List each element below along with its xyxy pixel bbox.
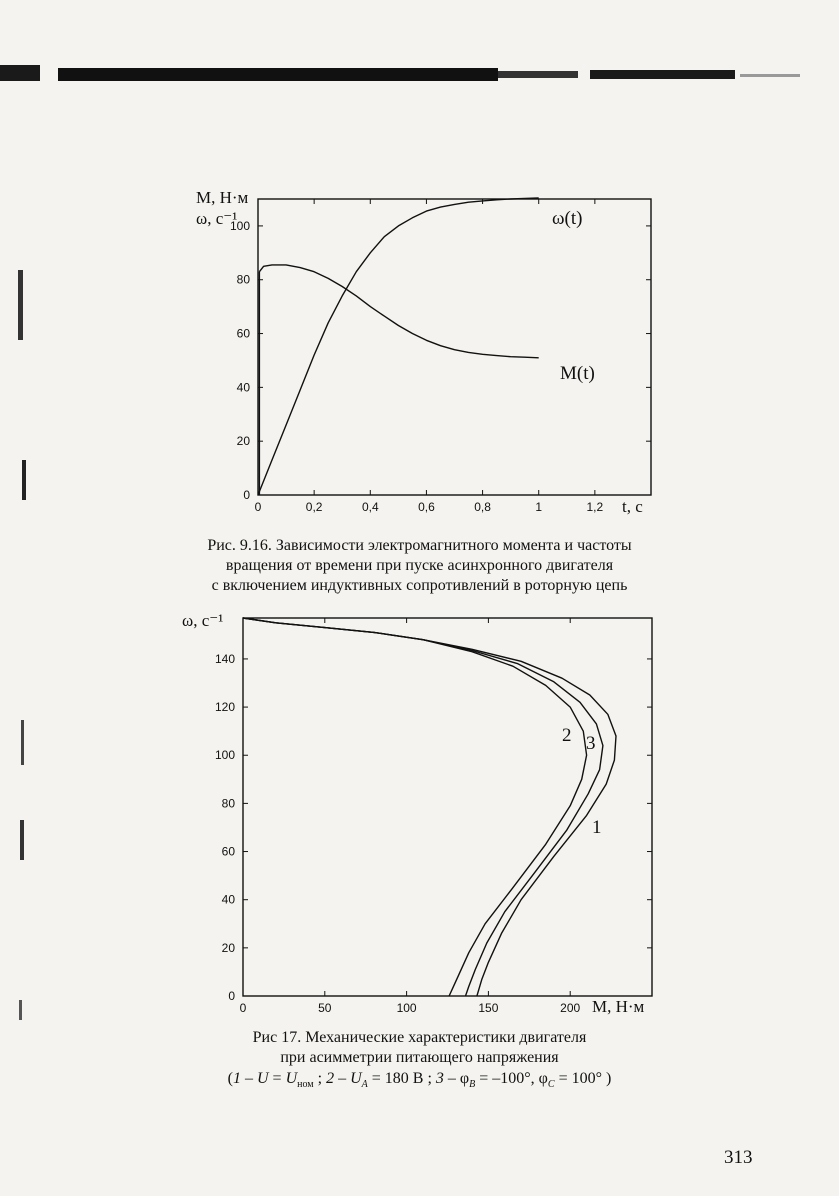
figure-1-y-axis-label-2: ω, с⁻¹ xyxy=(196,209,238,228)
figure-2-chart xyxy=(182,611,652,1016)
fig2-y-tick-label: 140 xyxy=(214,651,235,666)
fig2-y-tick-label: 100 xyxy=(214,748,235,763)
figure-2-caption-line-3: ($1 - U = U_{ном}$ ; $2 - U_A = 180$ В ; $3 - \varphi_B = -100^\circ$, $\varphi_C = 100^\circ$ ) xyxy=(227,1070,612,1091)
fig1-y-tick-label: 60 xyxy=(236,326,250,341)
fig1-series-line-1 xyxy=(258,198,539,495)
fig2-series-line-1 xyxy=(243,618,616,996)
fig2-series-line-2 xyxy=(243,618,587,996)
figure-1-caption-line-2: вращения от времени при пуске асинхронного двигателя xyxy=(225,557,614,574)
fig1-x-tick-label: 0,8 xyxy=(474,500,491,514)
figure-1-series xyxy=(258,198,539,495)
figure-2-y-axis-label: ω, с⁻¹ xyxy=(182,611,224,630)
figure-1-x-tick-labels xyxy=(255,500,604,514)
fig1-y-tick-label: 0 xyxy=(243,488,250,502)
fig2-y-tick-label: 0 xyxy=(228,989,235,1003)
figure-2-plot-frame xyxy=(243,618,652,996)
fig2-y-tick-label: 40 xyxy=(221,892,235,907)
fig1-x-tick-label: 1 xyxy=(535,500,543,514)
fig2-y-tick-label: 80 xyxy=(221,796,235,811)
fig2-y-tick-label: 20 xyxy=(221,940,235,955)
fig1-x-tick-label: 0,6 xyxy=(418,500,435,514)
figure-1-caption-line-1: Рис. 9.16. Зависимости электромагнитного момента и частоты xyxy=(207,537,632,554)
figure-1-y-tick-labels xyxy=(230,219,250,502)
figure-1-caption-line-3: с включением индуктивных сопротивлений в роторную цепь xyxy=(211,577,628,594)
fig1-y-tick-label: 100 xyxy=(229,218,250,233)
fig1-series-line-2 xyxy=(259,265,538,358)
fig1-y-tick-label: 80 xyxy=(236,272,250,287)
fig2-x-tick-label: 200 xyxy=(560,1001,581,1015)
figure-2-curve-label-1: 1 xyxy=(592,817,602,838)
figure-2-ticks xyxy=(243,618,652,996)
fig1-x-tick-label: 0,4 xyxy=(361,500,379,514)
figure-1-curve-label-omega: ω(t) xyxy=(552,208,583,229)
figure-2-curve-label-2: 2 xyxy=(562,725,572,746)
fig1-y-tick-label: 20 xyxy=(236,434,250,449)
figure-2-x-tick-labels xyxy=(240,1001,581,1015)
fig1-y-tick-label: 40 xyxy=(236,380,250,395)
page-number: 313 xyxy=(724,1147,753,1168)
figure-2-y-tick-labels xyxy=(215,652,235,1003)
fig2-x-tick-label: 0 xyxy=(239,1001,247,1015)
figure-1-x-axis-label: t, с xyxy=(622,497,643,516)
fig2-y-tick-label: 60 xyxy=(221,844,235,859)
figure-1-curve-label-moment: M(t) xyxy=(560,363,595,384)
figure-2-series xyxy=(243,618,616,996)
fig2-y-tick-label: 120 xyxy=(214,700,235,715)
fig2-series-line-3 xyxy=(243,618,603,996)
scan-artifact-left-edge xyxy=(18,270,26,1020)
fig1-x-tick-label: 1,2 xyxy=(586,500,604,514)
fig2-x-tick-label: 150 xyxy=(478,1001,499,1015)
figure-1-chart xyxy=(196,188,651,516)
figure-2-caption-line-2: при асимметрии питающего напряжения xyxy=(280,1049,559,1066)
figure-2-curve-label-3: 3 xyxy=(586,733,596,754)
figure-2-caption-line-1: Рис 17. Механические характеристики двигателя xyxy=(252,1029,587,1046)
figure-2-x-axis-label: M, Н·м xyxy=(592,997,645,1016)
fig1-x-tick-label: 0,2 xyxy=(305,500,323,514)
scan-artifact-top-bar xyxy=(0,65,800,81)
fig2-x-tick-label: 50 xyxy=(318,1001,332,1015)
fig1-x-tick-label: 0 xyxy=(254,500,262,514)
figure-1-y-axis-label-1: M, Н·м xyxy=(196,188,249,207)
fig2-x-tick-label: 100 xyxy=(396,1001,417,1015)
